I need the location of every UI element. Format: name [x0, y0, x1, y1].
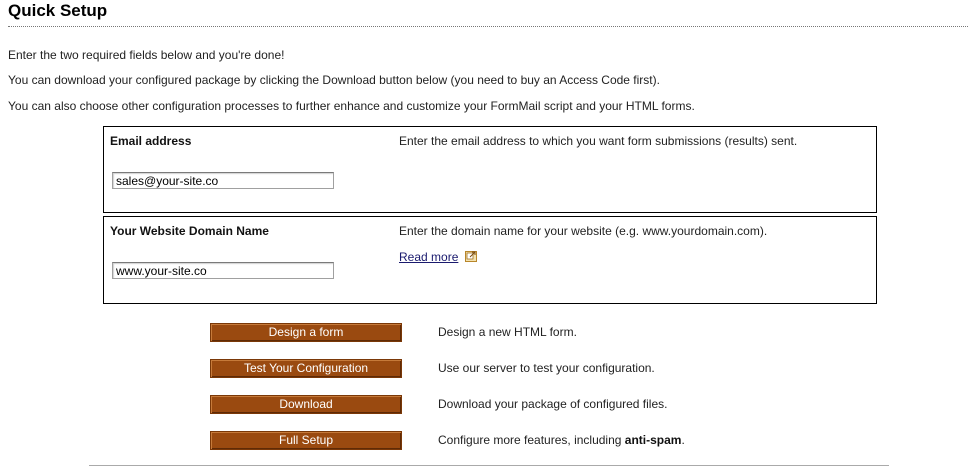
domain-field-help: Enter the domain name for your website (e.g. www.yourdomain.com).: [399, 224, 768, 238]
full-setup-description-end: .: [681, 433, 685, 447]
design-form-button[interactable]: Design a form: [210, 323, 402, 342]
full-setup-description-text: Configure more features, including: [438, 433, 625, 447]
bottom-divider: [89, 465, 889, 466]
design-form-description: Design a new HTML form.: [438, 325, 577, 339]
intro-line-2: You can download your configured package by clicking the Download button below (you need to buy an Access Code first).: [8, 73, 660, 87]
email-field-panel: [103, 126, 877, 213]
test-configuration-button[interactable]: Test Your Configuration: [210, 359, 402, 378]
domain-field-panel: [103, 216, 877, 304]
external-link-icon[interactable]: [465, 251, 477, 262]
download-description: Download your package of configured files.: [438, 397, 668, 411]
full-setup-description: [438, 433, 685, 447]
title-divider: [8, 26, 968, 27]
email-field-label: Email address: [110, 134, 192, 148]
read-more-link[interactable]: Read more: [399, 250, 459, 264]
domain-field-label: Your Website Domain Name: [110, 224, 269, 238]
email-field-help: Enter the email address to which you want form submissions (results) sent.: [399, 134, 798, 148]
full-setup-button[interactable]: Full Setup: [210, 431, 402, 450]
download-button[interactable]: Download: [210, 395, 402, 414]
test-configuration-description: Use our server to test your configuration.: [438, 361, 655, 375]
domain-input[interactable]: [112, 262, 334, 279]
email-input[interactable]: [112, 172, 334, 189]
intro-line-1: Enter the two required fields below and you're done!: [8, 48, 285, 62]
intro-line-3: You can also choose other configuration processes to further enhance and customize your FormMail script and your HTML forms.: [8, 99, 695, 113]
page-title: Quick Setup: [8, 1, 108, 20]
anti-spam-emphasis: anti-spam: [624, 433, 682, 447]
